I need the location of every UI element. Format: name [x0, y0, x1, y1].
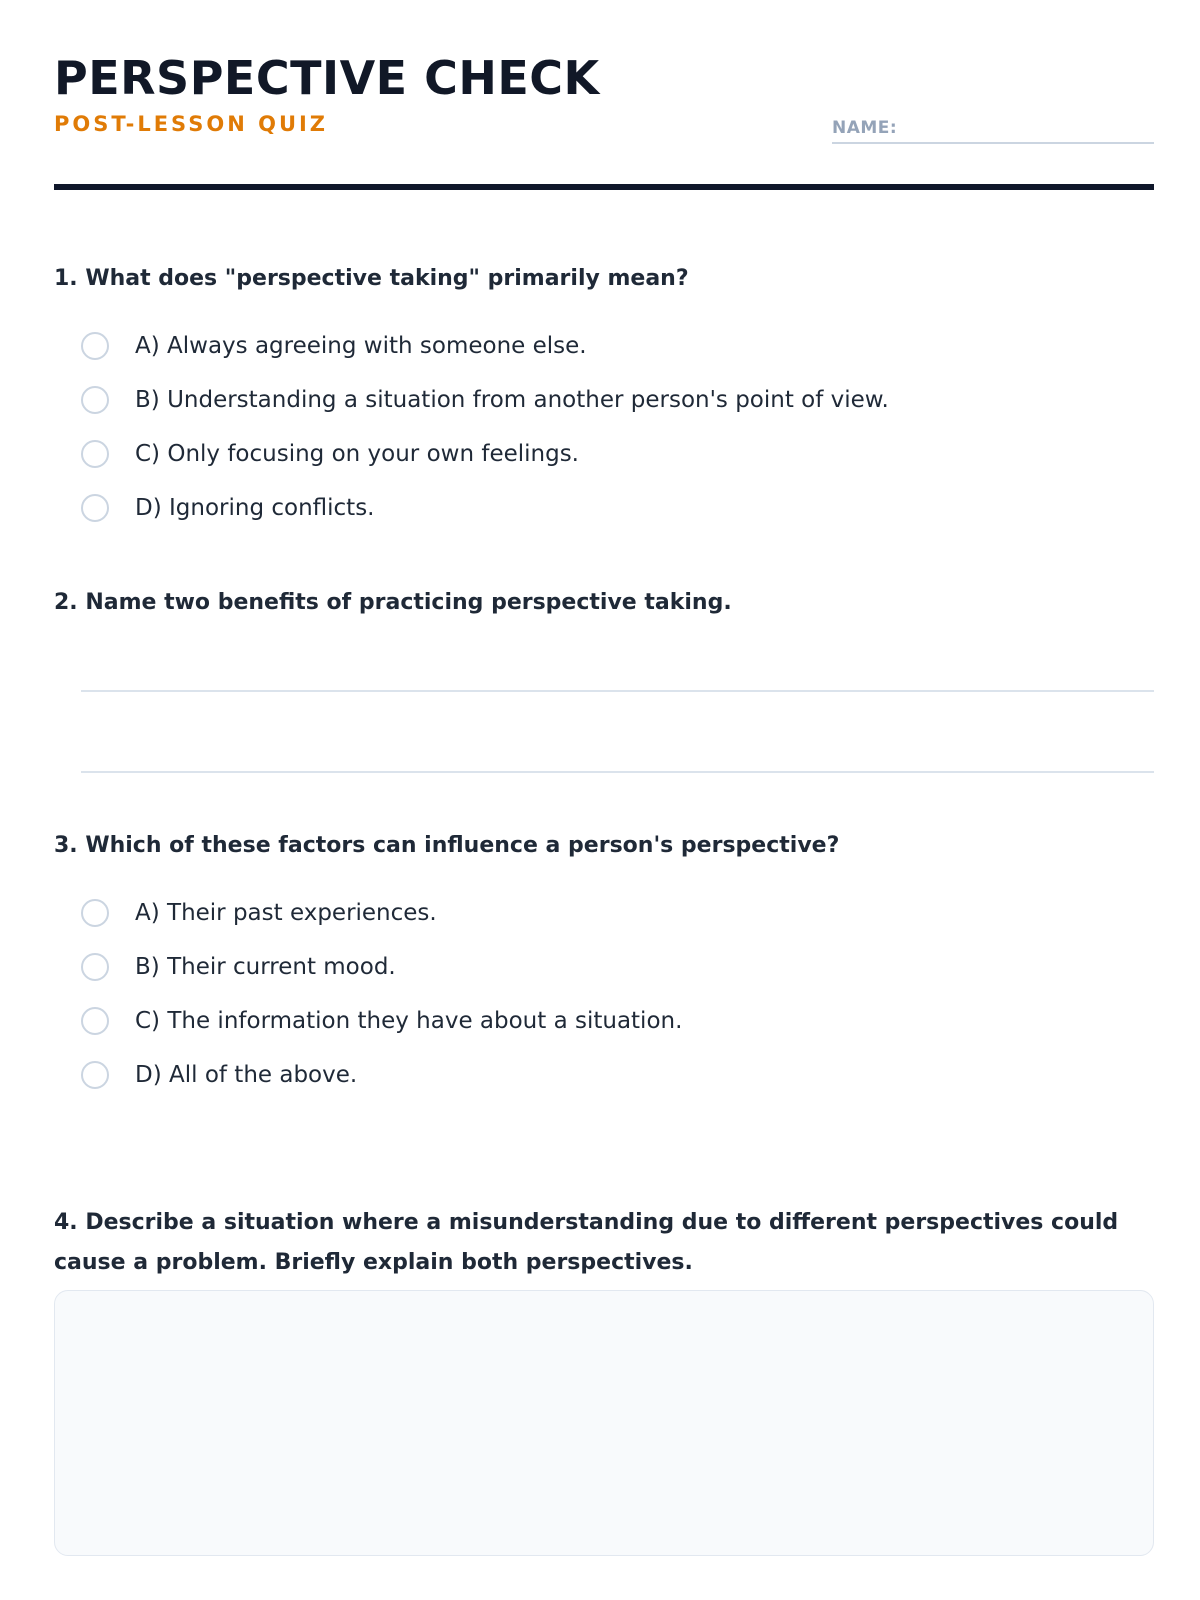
radio-button[interactable]: [81, 332, 109, 360]
q3-option-c[interactable]: [81, 994, 682, 1048]
answer-line-1[interactable]: [81, 690, 1154, 692]
q3-option-b[interactable]: [81, 940, 682, 994]
name-field[interactable]: [832, 116, 1154, 144]
option-label: D) Ignoring conflicts.: [135, 495, 375, 521]
page-subtitle: POST-LESSON QUIZ: [54, 112, 329, 136]
question-1-options: [81, 319, 889, 535]
page-title: PERSPECTIVE CHECK: [54, 51, 600, 105]
question-4: 4. Describe a situation where a misunderstanding due to different perspectives could cause a problem. Briefly explain both perspectives.: [54, 1210, 1119, 1275]
option-label: B) Their current mood.: [135, 954, 396, 980]
name-label: NAME:: [832, 118, 898, 138]
q1-option-b[interactable]: [81, 373, 889, 427]
question-3-options: [81, 886, 682, 1102]
q1-option-c[interactable]: [81, 427, 889, 481]
option-label: A) Always agreeing with someone else.: [135, 333, 587, 359]
q1-option-d[interactable]: [81, 481, 889, 535]
radio-button[interactable]: [81, 899, 109, 927]
option-label: A) Their past experiences.: [135, 900, 437, 926]
radio-button[interactable]: [81, 953, 109, 981]
radio-button[interactable]: [81, 494, 109, 522]
answer-textarea[interactable]: [54, 1290, 1154, 1556]
q1-option-a[interactable]: [81, 319, 889, 373]
q3-option-a[interactable]: [81, 886, 682, 940]
question-3: 3. Which of these factors can influence a person's perspective?: [54, 833, 840, 858]
option-label: C) The information they have about a situation.: [135, 1008, 683, 1034]
radio-button[interactable]: [81, 386, 109, 414]
question-1: 1. What does "perspective taking" primarily mean?: [54, 266, 689, 291]
question-2: 2. Name two benefits of practicing perspective taking.: [54, 590, 732, 615]
header-divider: [54, 184, 1154, 190]
radio-button[interactable]: [81, 440, 109, 468]
radio-button[interactable]: [81, 1007, 109, 1035]
option-label: C) Only focusing on your own feelings.: [135, 441, 579, 467]
radio-button[interactable]: [81, 1061, 109, 1089]
q3-option-d[interactable]: [81, 1048, 682, 1102]
option-label: D) All of the above.: [135, 1062, 358, 1088]
answer-line-2[interactable]: [81, 771, 1154, 773]
option-label: B) Understanding a situation from another person's point of view.: [135, 387, 889, 413]
